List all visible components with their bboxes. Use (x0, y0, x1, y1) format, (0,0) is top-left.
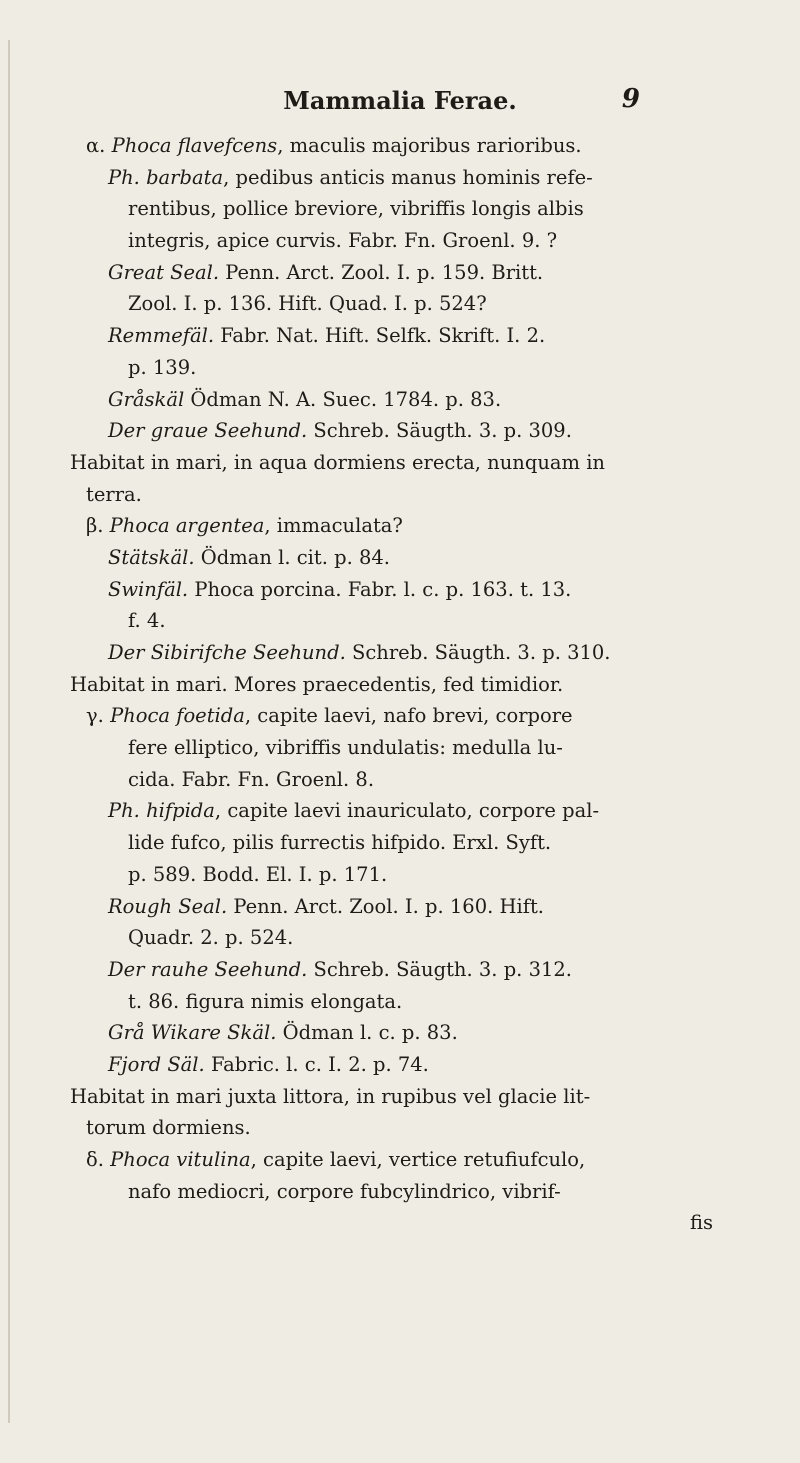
italic-text: Rough Seal. (108, 894, 228, 918)
text-line (70, 1049, 760, 1081)
text-span: , immaculata? (264, 514, 403, 538)
italic-text: Der Sibirifche Seehund. (108, 641, 346, 664)
text-line (70, 1144, 760, 1176)
text-line (70, 352, 760, 384)
text-line (70, 225, 760, 257)
text-span: Quadr. 2. p. 524. (128, 926, 294, 950)
text-span: Ödman l. c. p. 83. (276, 1021, 458, 1045)
text-line (70, 510, 760, 542)
italic-text: Remmefäl. (108, 324, 215, 348)
text-line (70, 732, 760, 764)
text-line (70, 574, 760, 606)
text-line (70, 1207, 760, 1239)
text-line (70, 384, 760, 416)
text-line (70, 479, 760, 511)
text-line (70, 637, 760, 669)
italic-text: Ph. barbata (108, 165, 224, 189)
text-span: Schreb. Säugth. 3. p. 310. (345, 641, 611, 664)
text-line (70, 542, 760, 574)
text-line (70, 1112, 760, 1144)
text-line (70, 288, 760, 320)
text-span: fis (690, 1211, 714, 1235)
text-span: , capite laevi, vertice retufiufculo, (250, 1148, 586, 1171)
italic-text: Phoca foetida (110, 704, 245, 728)
text-span: δ. (86, 1148, 111, 1171)
text-span: integris, apice curvis. Fabr. Fn. Groenl. 9. ? (128, 229, 558, 253)
text-span: β. (86, 514, 110, 538)
text-span: p. 139. (128, 355, 197, 379)
text-span: torum dormiens. (86, 1116, 251, 1140)
text-span: Penn. Arct. Zool. I. p. 159. Britt. (219, 260, 544, 284)
page-number: 9 (621, 84, 640, 114)
italic-text: Swinfäl. (108, 577, 189, 601)
page-edge-shadow (8, 40, 10, 1423)
text-span: cida. Fabr. Fn. Groenl. 8. (128, 767, 375, 791)
text-span: α. (86, 134, 112, 157)
italic-text: Gråskäl (108, 387, 185, 411)
text-span: , capite laevi inauriculato, corpore pal- (214, 799, 600, 823)
italic-text: Ph. hifpida (108, 799, 215, 823)
text-span: fere elliptico, vibriffis undulatis: medulla lu- (128, 736, 563, 760)
text-span: Ödman l. cit. p. 84. (194, 545, 391, 569)
text-span: , maculis majoribus rarioribus. (277, 134, 582, 157)
text-span: f. 4. (128, 609, 166, 633)
text-span: Zool. I. p. 136. Hift. Quad. I. p. 524? (128, 292, 487, 316)
text-line (70, 257, 760, 289)
text-line (70, 764, 760, 796)
text-line (70, 605, 760, 637)
text-line (70, 320, 760, 352)
text-span: Habitat in mari, in aqua dormiens erecta, nunquam in (70, 450, 605, 474)
page-body (70, 130, 760, 1239)
text-span: Fabric. l. c. I. 2. p. 74. (204, 1052, 429, 1076)
text-span: γ. (86, 704, 111, 728)
italic-text: Great Seal. (108, 260, 220, 284)
text-span: terra. (86, 482, 142, 506)
text-line (70, 447, 760, 479)
text-line (70, 891, 760, 923)
text-span: p. 589. Bodd. El. I. p. 171. (128, 862, 388, 886)
text-span: Ödman N. A. Suec. 1784. p. 83. (184, 387, 502, 411)
text-span: , capite laevi, nafo brevi, corpore (244, 704, 573, 728)
italic-text: Phoca argentea (109, 514, 265, 538)
text-line (70, 700, 760, 732)
text-span: Phoca porcina. Fabr. l. c. p. 163. t. 13. (188, 577, 572, 601)
text-span: Penn. Arct. Zool. I. p. 160. Hift. (227, 894, 544, 918)
text-span: t. 86. figura nimis elongata. (128, 989, 403, 1013)
running-header: Mammalia Ferae. (283, 86, 517, 115)
text-line (70, 130, 760, 162)
text-line (70, 1081, 760, 1113)
italic-text: Grå Wikare Skäl. (108, 1021, 277, 1045)
text-span: Fabr. Nat. Hift. Selfk. Skrift. I. 2. (214, 324, 546, 348)
text-span: Schreb. Säugth. 3. p. 312. (307, 957, 572, 981)
text-span: Schreb. Säugth. 3. p. 309. (307, 419, 572, 443)
text-line (70, 415, 760, 447)
text-line (70, 162, 760, 194)
italic-text: Phoca flavefcens (111, 134, 278, 157)
text-line (70, 795, 760, 827)
text-span: Habitat in mari. Mores praecedentis, fed timidior. (70, 672, 564, 696)
text-span: rentibus, pollice breviore, vibriffis longis albis (128, 197, 584, 221)
italic-text: Phoca vitulina (110, 1148, 251, 1171)
text-line (70, 193, 760, 225)
italic-text: Der graue Seehund. (108, 419, 308, 443)
text-span: , pedibus anticis manus hominis refe- (223, 165, 593, 189)
text-span: nafo mediocri, corpore fubcylindrico, vibrif- (128, 1179, 561, 1203)
text-line (70, 669, 760, 701)
text-line (70, 859, 760, 891)
text-line (70, 922, 760, 954)
text-span: Habitat in mari juxta littora, in rupibus vel glacie lit- (70, 1084, 591, 1108)
text-span: lide fufco, pilis furrectis hifpido. Erxl. Syft. (128, 831, 552, 855)
text-line (70, 1017, 760, 1049)
italic-text: Der rauhe Seehund. (108, 957, 308, 981)
italic-text: Stätskäl. (108, 545, 195, 569)
text-line (70, 986, 760, 1018)
italic-text: Fjord Säl. (108, 1052, 205, 1076)
text-line (70, 1176, 760, 1208)
text-line (70, 827, 760, 859)
text-line (70, 954, 760, 986)
